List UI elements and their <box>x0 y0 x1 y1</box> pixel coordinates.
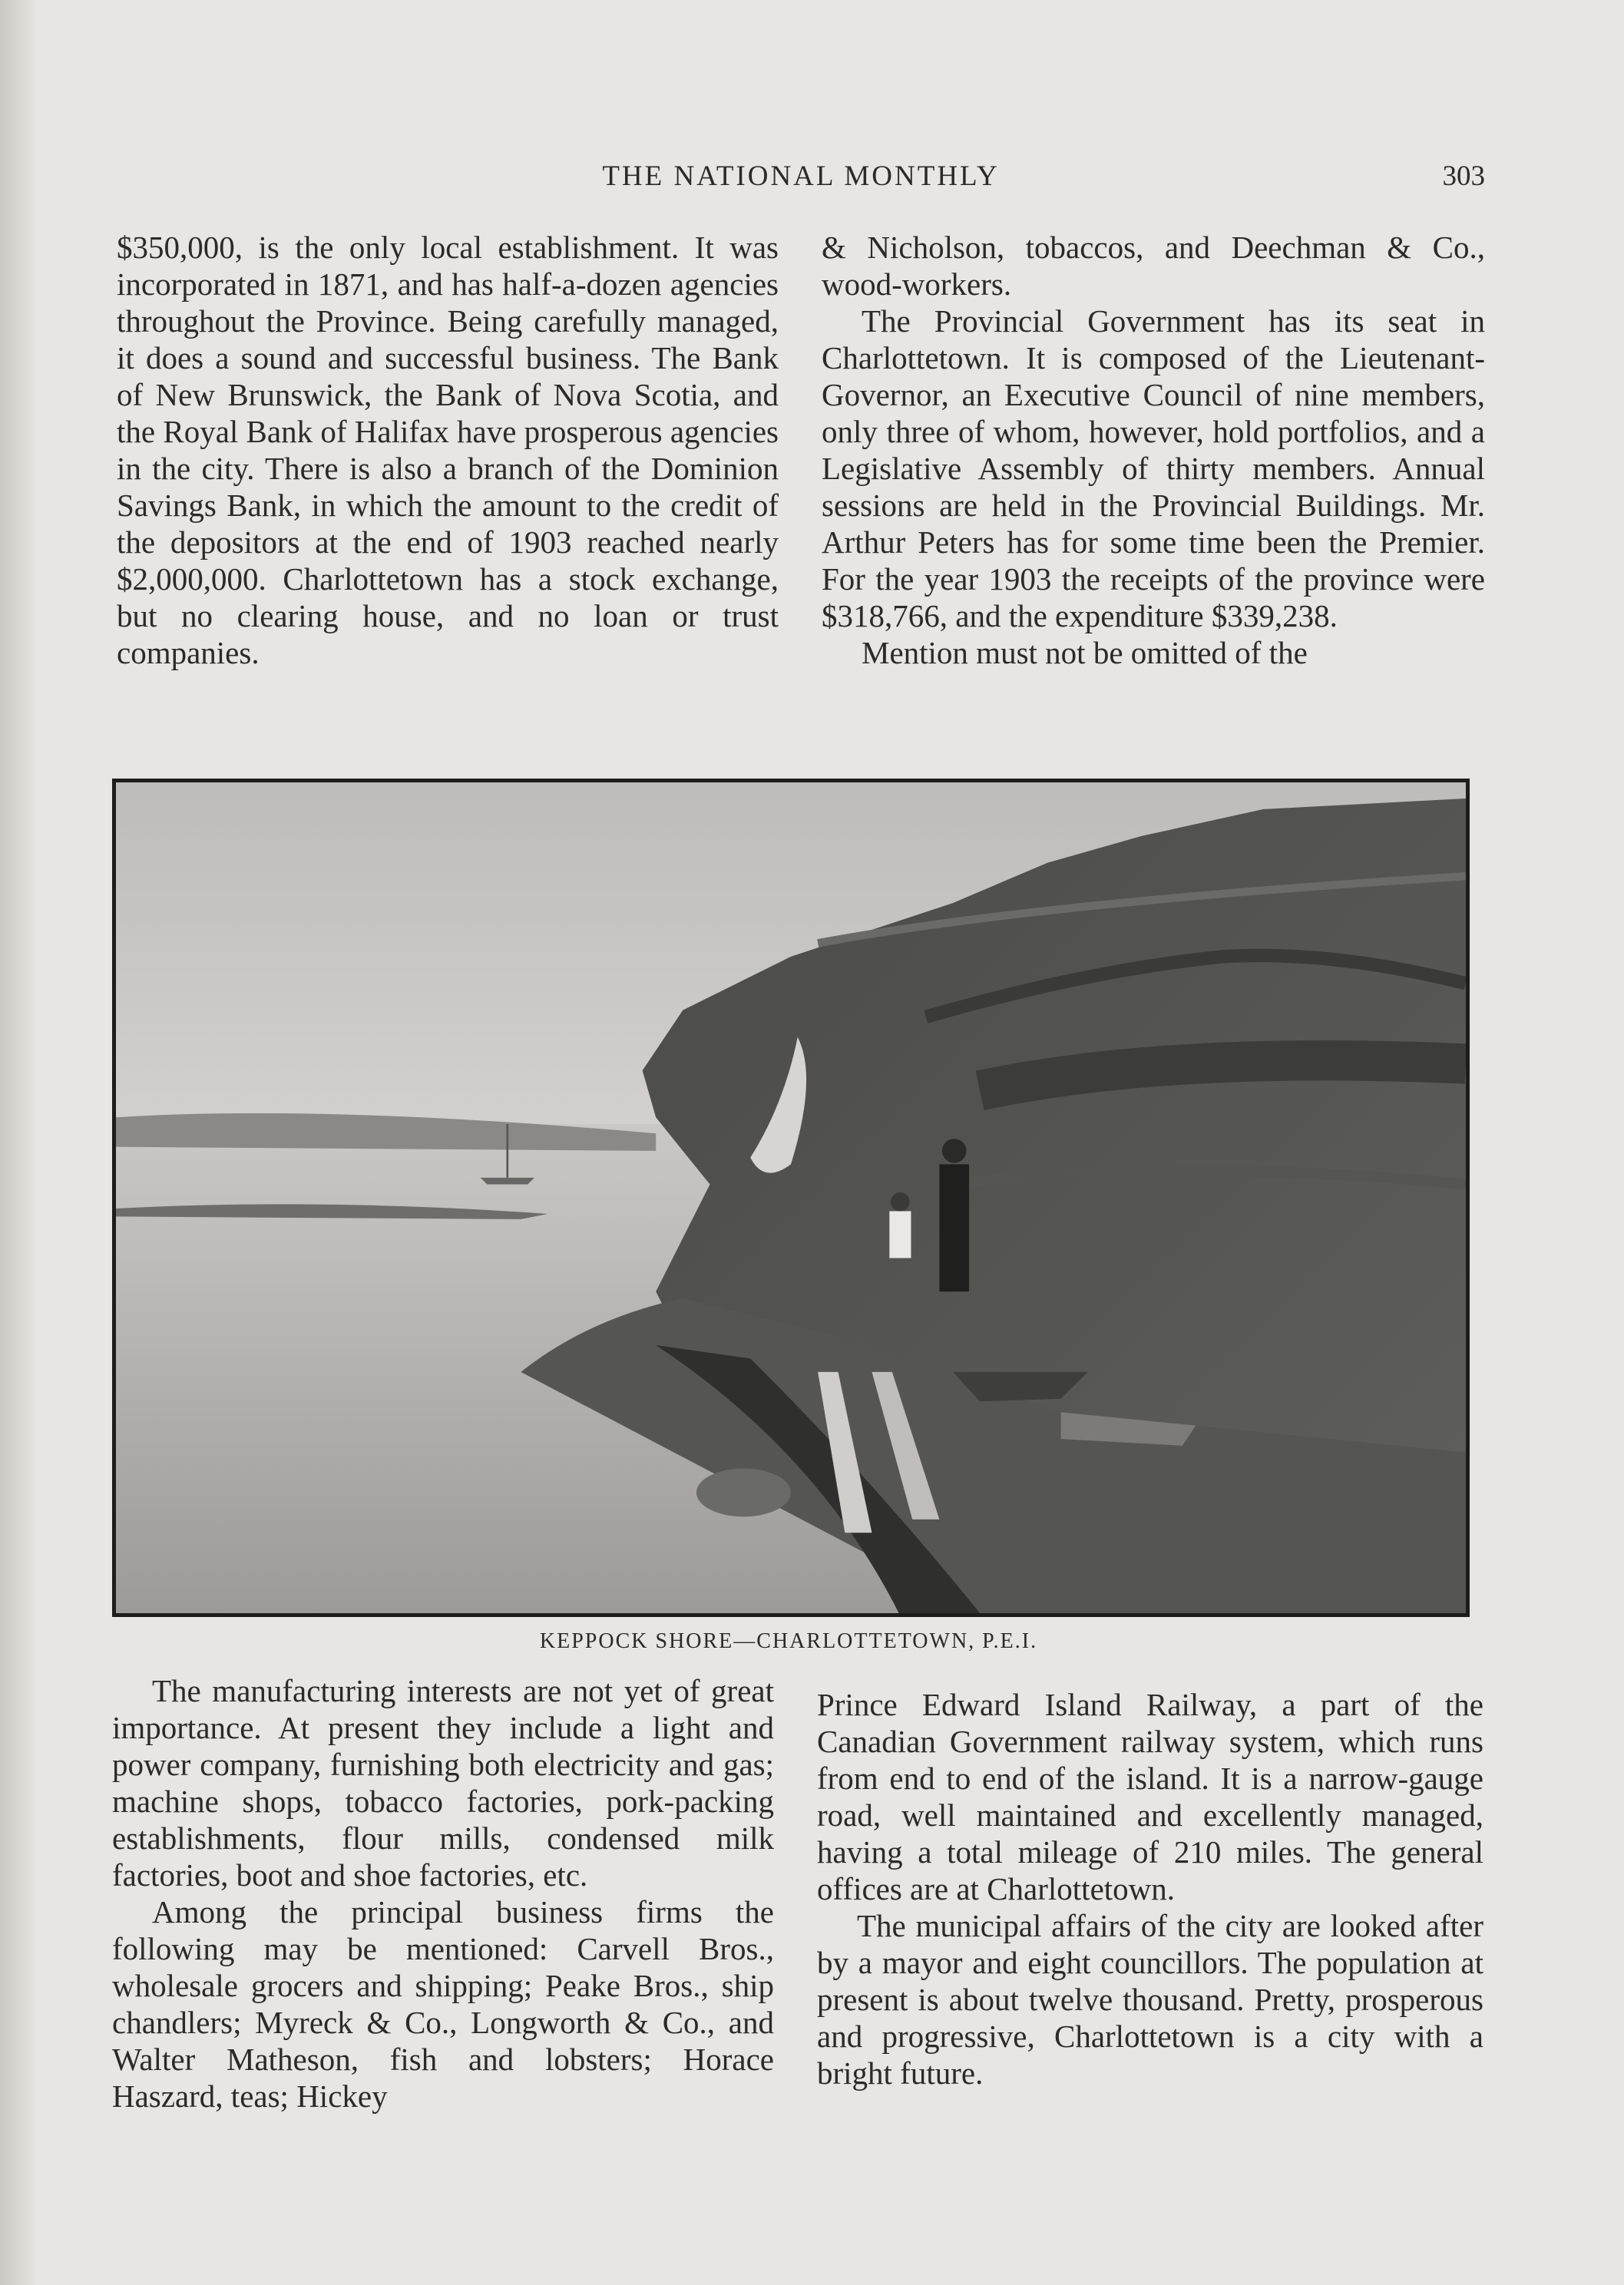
paragraph: Among the principal business firms the following may be mentioned: Carvell Bros., wholesale grocers and shipping; Peake Bros., ship chandlers; Myreck & Co., Longworth & Co., and Walter Matheson, fish and lobsters; Horace Haszard, teas; Hickey <box>112 1894 774 2114</box>
column-bottom-right <box>817 1686 1483 2092</box>
page-gutter-shadow <box>0 0 37 2285</box>
paragraph: The municipal affairs of the city are looked after by a mayor and eight councillors. The population at present is about twelve thousand. Pretty, prosperous and progressive, Charlottetown is a city with a bright future. <box>817 1908 1483 2091</box>
figure-caption: KEPPOCK SHORE—CHARLOTTETOWN, P.E.I. <box>539 1629 1038 1653</box>
paragraph: The manufacturing interests are not yet of great importance. At present they include a light and power company, furnishing both electricity and gas; machine shops, tobacco factories, pork-packing establishments, flour mills, condensed milk factories, boot and shoe factories, etc. <box>112 1673 774 1893</box>
paragraph: & Nicholson, tobaccos, and Deechman & Co., wood-workers. <box>822 230 1485 302</box>
column-top-left <box>117 229 779 671</box>
paragraph: $350,000, is the only local establishment. It was incorporated in 1871, and has half-a-dozen agencies throughout the Province. Being carefully managed, it does a sound and successful business. The Bank of New Brunswick, the Bank of Nova Scotia, and the Royal Bank of Halifax have prosperous agencies in the city. There is also a branch of the Dominion Savings Bank, in which the amount to the credit of the depositors at the end of 1903 reached nearly $2,000,000. Charlottetown has a stock exchange, but no clearing house, and no loan or trust companies. <box>117 230 779 670</box>
column-top-right <box>822 229 1485 671</box>
paragraph: The Provincial Government has its seat in Charlottetown. It is composed of the Lieutenant-Governor, an Executive Council of nine members, only three of whom, however, hold portfolios, and a Legislative Assembly of thirty members. Annual sessions are held in the Provincial Buildings. Mr. Arthur Peters has for some time been the Premier. For the year 1903 the receipts of the province were $318,766, and the expenditure $339,238. <box>822 303 1485 633</box>
running-title: THE NATIONAL MONTHLY <box>602 160 1000 192</box>
photograph-keppock-shore <box>112 779 1470 1617</box>
page-header <box>117 160 1485 198</box>
page-number: 303 <box>1442 160 1485 192</box>
paragraph: Prince Edward Island Railway, a part of the Canadian Government railway system, which runs from end to end of the island. It is a narrow-gauge road, well maintained and excellently managed, having a total mileage of 210 miles. The general offices are at Charlottetown. <box>817 1687 1483 1906</box>
paragraph: Mention must not be omitted of the <box>862 635 1308 670</box>
column-bottom-left <box>112 1672 774 2115</box>
